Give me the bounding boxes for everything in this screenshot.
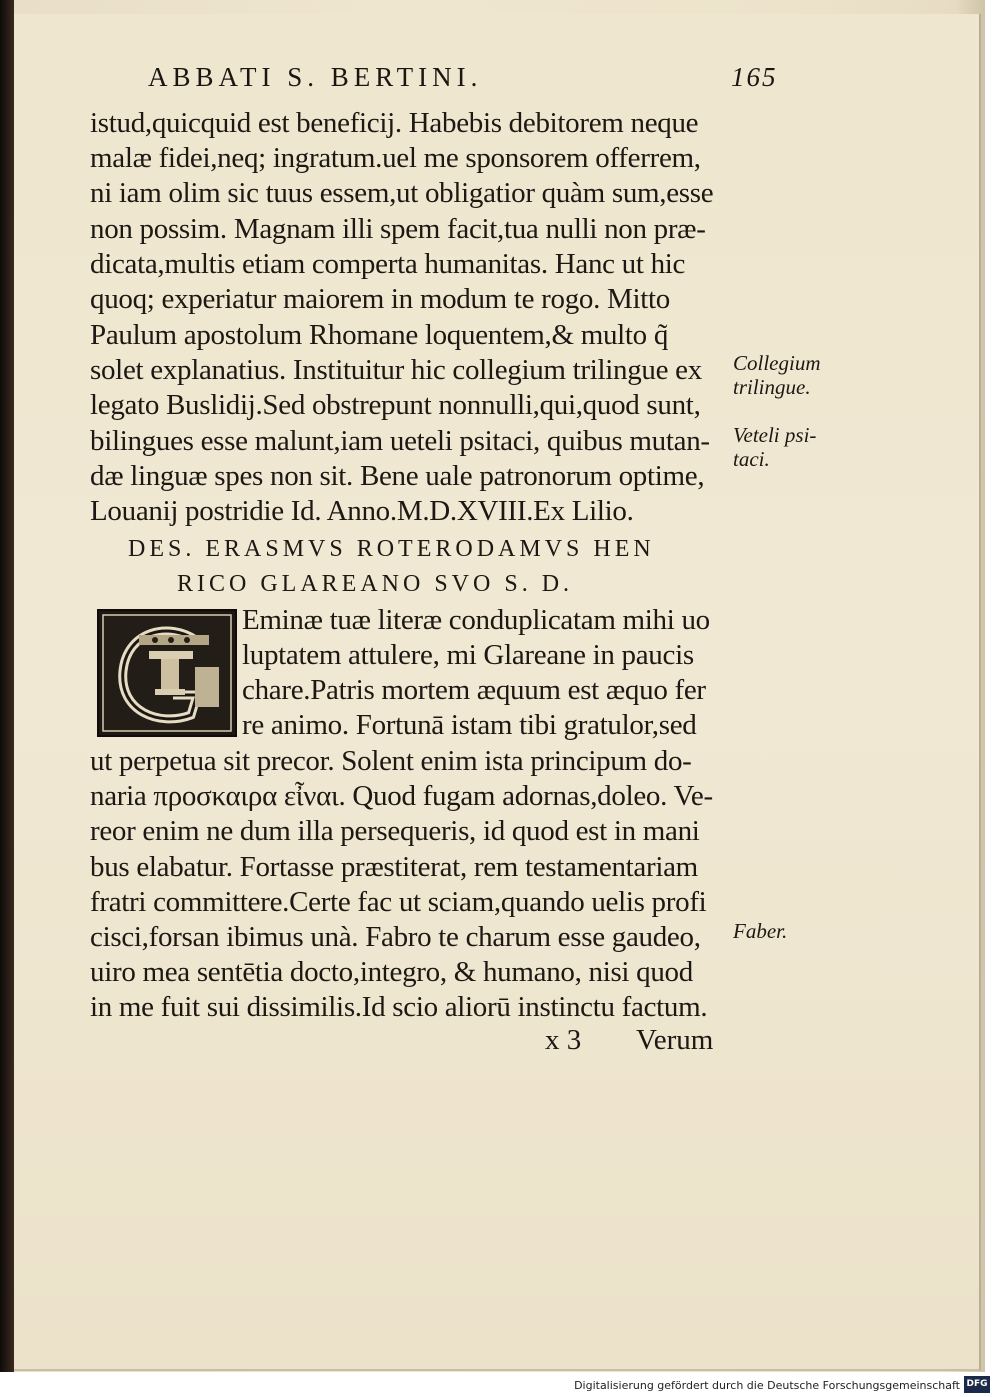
text-line: dæ linguæ spes non sit. Bene uale patronorum optime, xyxy=(90,460,705,492)
text-line: quoq; experiatur maiorem in modum te rogo. Mitto xyxy=(90,283,670,315)
book-gutter-shadow xyxy=(0,0,14,1372)
letter-heading-line2: RICO GLAREANO SVO S. D. xyxy=(177,571,574,597)
running-head-title: ABBATI S. BERTINI. xyxy=(148,62,483,92)
woodcut-initial-icon xyxy=(99,611,235,735)
letter-heading-line1: DES. ERASMVS ROTERODAMVS HEN xyxy=(128,536,655,562)
signature-mark: x 3 xyxy=(545,1024,582,1056)
text-line: malæ fidei,neq; ingratum.uel me sponsorem offerrem, xyxy=(90,142,701,174)
text-line: re animo. Fortunā istam tibi gratulor,sed xyxy=(242,709,697,741)
margin-note-faber: Faber. xyxy=(733,919,788,943)
text-line: ut perpetua sit precor. Solent enim ista principum do- xyxy=(90,745,692,777)
text-line: in me fuit sui dissimilis.Id scio aliorū instinctu factum. xyxy=(90,991,708,1023)
text-line: dicata,multis etiam comperta humanitas. Hanc ut hic xyxy=(90,248,686,280)
text-line: reor enim ne dum illa persequeris, id quod est in mani xyxy=(90,815,700,847)
margin-note-collegium-line2: trilingue. xyxy=(733,375,811,399)
text-line: uiro mea sentētia docto,integro, & humano, nisi quod xyxy=(90,956,693,988)
text-line: luptatem attulere, mi Glareane in paucis xyxy=(242,639,694,671)
text-line: non possim. Magnam illi spem facit,tua nulli non præ- xyxy=(90,213,706,245)
text-line: solet explanatius. Instituitur hic collegium trilingue ex xyxy=(90,354,702,386)
text-line: cisci,forsan ibimus unà. Fabro te charum esse gaudeo, xyxy=(90,921,701,953)
margin-note-psitaci-line1: Veteli psi- xyxy=(733,423,817,447)
text-line: fratri committere.Certe fac ut sciam,quando uelis profi xyxy=(90,886,707,918)
text-line: bilingues esse malunt,iam ueteli psitaci, quibus mutan- xyxy=(90,425,710,457)
digitization-credit: Digitalisierung gefördert durch die Deutsche Forschungsgemeinschaft xyxy=(574,1379,960,1392)
text-line: bus elabatur. Fortasse præstiterat, rem testamentariam xyxy=(90,851,698,883)
margin-note-psitaci-line2: taci. xyxy=(733,447,770,471)
decorated-initial-g xyxy=(97,609,237,737)
text-line: ni iam olim sic tuus essem,ut obligatior quàm sum,esse xyxy=(90,177,714,209)
text-line: legato Buslidij.Sed obstrepunt nonnulli,qui,quod sunt, xyxy=(90,389,701,421)
text-line: Eminæ tuæ literæ conduplicatam mihi uo xyxy=(242,604,710,636)
text-line: Louanij postridie Id. Anno.M.D.XVIII.Ex Lilio. xyxy=(90,495,634,527)
text-line: naria προσκαιρα εἶναι. Quod fugam adornas,doleo. Ve- xyxy=(90,780,713,812)
text-line: Paulum apostolum Rhomane loquentem,& multo q̃ xyxy=(90,319,669,351)
dfg-logo-icon: DFG xyxy=(964,1376,990,1393)
text-line: chare.Patris mortem æquum est æquo fer xyxy=(242,674,706,706)
text-line: istud,quicquid est beneficij. Habebis debitorem neque xyxy=(90,107,699,139)
margin-note-collegium-line1: Collegium xyxy=(733,351,821,375)
running-head xyxy=(148,62,788,102)
folio-number: 165 xyxy=(731,62,778,92)
catchword: Verum xyxy=(636,1024,714,1056)
